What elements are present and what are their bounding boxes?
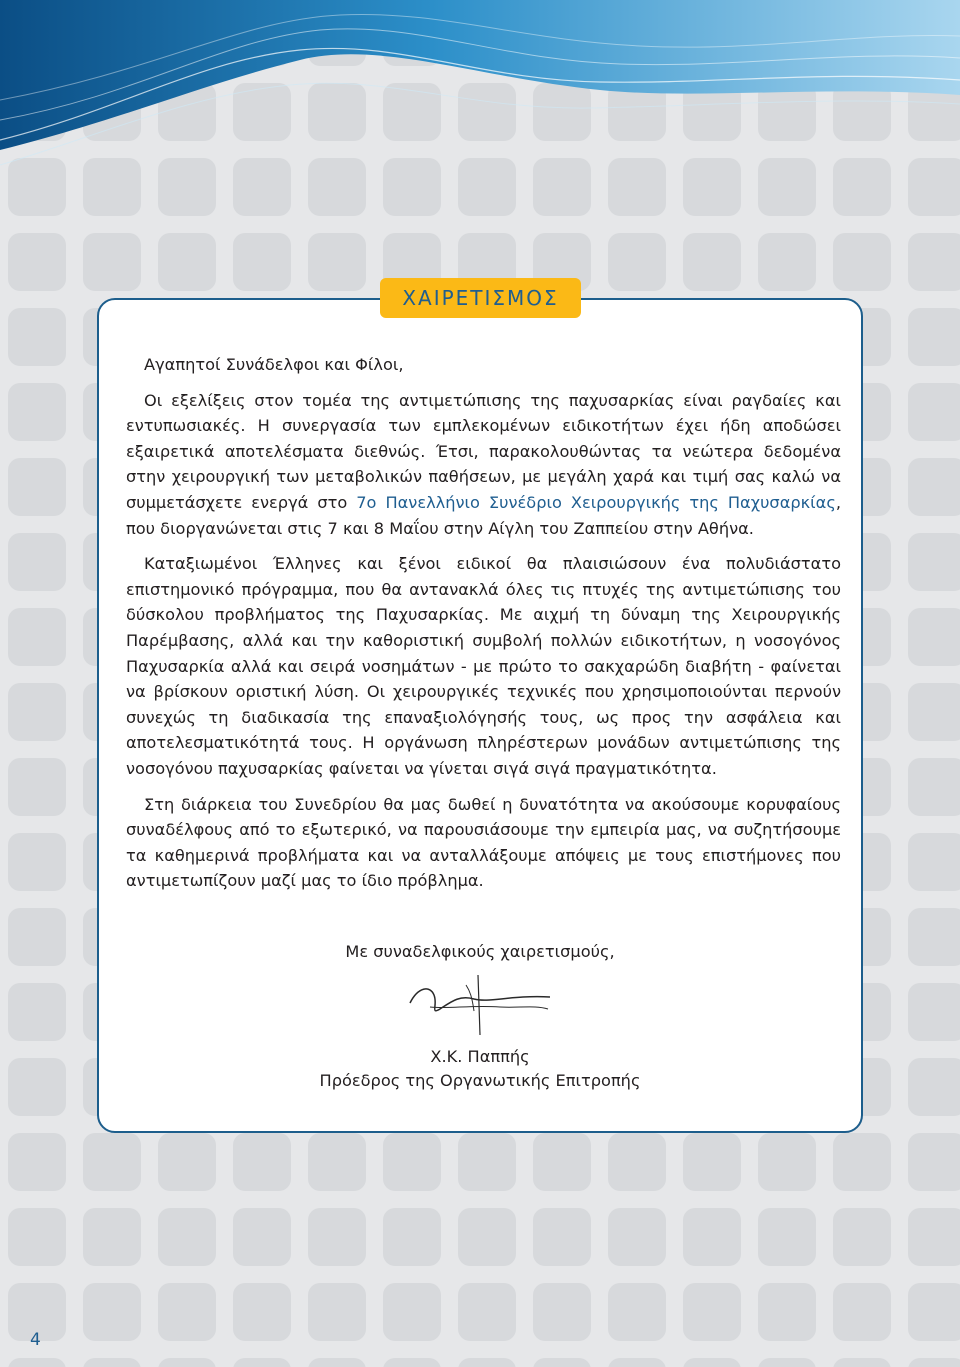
congress-name: 7ο Πανελλήνιο Συνέδριο Χειρουργικής της Παχυσαρκίας xyxy=(356,492,836,512)
closing-line: Με συναδελφικούς χαιρετισμούς, xyxy=(345,942,615,961)
paragraph-1-end: , που διοργανώνεται στις 7 και 8 Μαΐου στην Αίγλη του Ζαππείου στην Αθήνα. xyxy=(126,492,841,538)
decorative-wave-header xyxy=(0,0,960,200)
signature-image xyxy=(400,965,560,1045)
paragraph-1-start: Οι εξελίξεις στον τομέα της αντιμετώπισης της παχυσαρκίας είναι ραγδαίες και εντυπωσιακές. Η συνεργασία των εμπλεκομένων ειδικοτήτων έχει ήδη αποδώσει εξαιρετικά αποτελέσματα διεθνώς. Έτσι, παρακολουθώντας τα νεώτερα δεδομένα στην χειρουργική των μεταβολικών παθήσεων, με μεγάλη χαρά και τιμή σας καλώ να συμμετάσχετε ενεργά στο xyxy=(126,390,841,512)
salutation: Αγαπητοί Συνάδελφοι και Φίλοι, xyxy=(144,355,404,374)
signatory-title: Πρόεδρος της Οργανωτικής Επιτροπής xyxy=(319,1071,641,1090)
section-title: ΧΑΙΡΕΤΙΣΜΟΣ xyxy=(380,278,581,318)
letter-body xyxy=(126,352,841,904)
paragraph-2: Καταξιωμένοι Έλληνες και ξένοι ειδικοί θα πλαισιώσουν ένα πολυδιάστατο επιστημονικό πρόγραμμα, που θα αντανακλά όλες τις πτυχές της αντιμετώπισης του δύσκολου προβλήματος της Παχυσαρκίας. Με αιχμή τη δύναμη της Χειρουργικής Παρέμβασης, αλλά και την καθοριστική συμβολή πολλών ειδικοτήτων, η νοσογόνος Παχυσαρκία αλλά και σειρά νοσημάτων - με πρώτο το σακχαρώδη διαβήτη - φαίνεται να βρίσκουν οριστική λύση. Οι χειρουργικές τεχνικές που χρησιμοποιούνται περνούν συνεχώς τη διαδικασία της επαναξιολόγησής τους, ως προς την ασφάλεια και αποτελεσματικότητά τους. Η οργάνωση πληρέστερων μονάδων αντιμετώπισης της νοσογόνου παχυσαρκίας φαίνεται να γίνεται σιγά σιγά πραγματικότητα. xyxy=(126,554,841,778)
signatory-name: Χ.Κ. Παππής xyxy=(430,1047,530,1066)
page-number: 4 xyxy=(30,1330,41,1350)
paragraph-3: Στη διάρκεια του Συνεδρίου θα μας δωθεί η δυνατότητα να ακούσουμε κορυφαίους συναδέλφους από το εξωτερικό, να παρουσιάσουμε την εμπειρία μας, να συζητήσουμε τα καθημερινά προβλήματα και να ανταλλάξουμε απόψεις με τους επιστήμονες που αντιμετωπίζουν μαζί μας το ίδιο πρόβλημα. xyxy=(126,794,841,891)
paragraph-1 xyxy=(126,388,841,542)
